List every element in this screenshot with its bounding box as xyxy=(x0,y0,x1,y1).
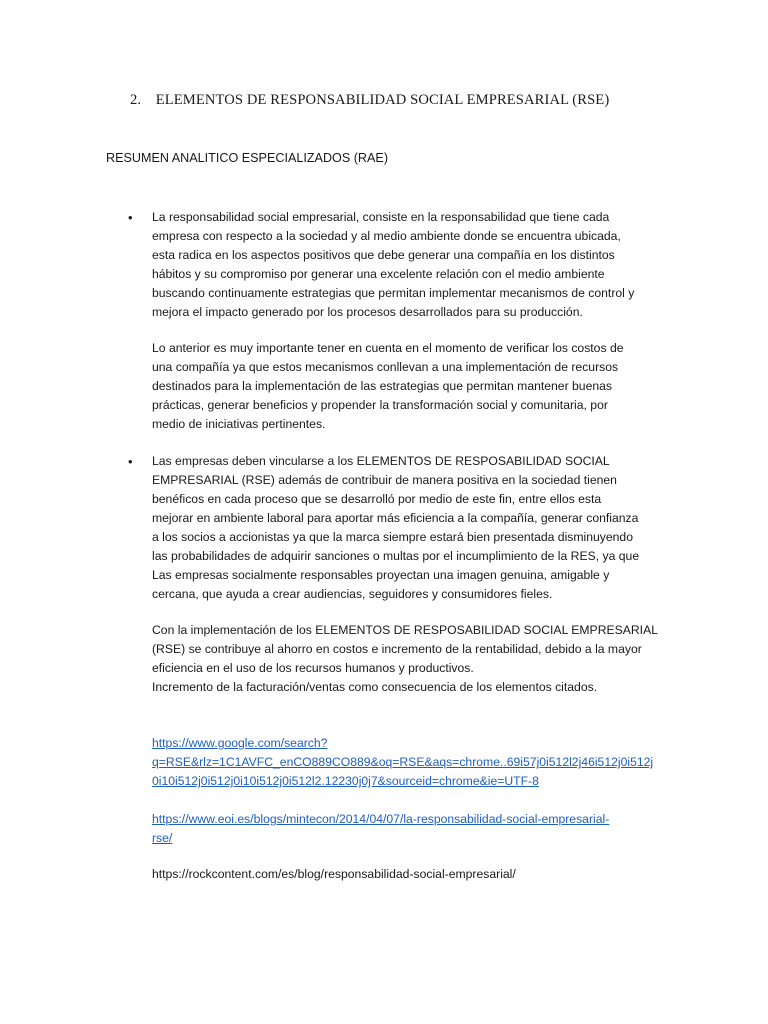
heading-text: ELEMENTOS DE RESPONSABILIDAD SOCIAL EMPRESARIAL (RSE) xyxy=(155,92,610,108)
text-line: La responsabilidad social empresarial, consiste en la responsabilidad que tiene cada xyxy=(152,210,610,224)
text-line: Las empresas deben vincularse a los ELEMENTOS DE RESPOSABILIDAD SOCIAL xyxy=(152,454,610,468)
text-line: EMPRESARIAL (RSE) además de contribuir de manera positiva en la sociedad tienen xyxy=(152,473,617,487)
subheading: RESUMEN ANALITICO ESPECIALIZADOS (RAE) xyxy=(106,151,389,165)
text-line: una compañía ya que estos mecanismos conllevan a una implementación de recursos xyxy=(152,360,619,374)
text-line: benéficos en cada proceso que se desarrolló por medio de este fin, entre ellos esta xyxy=(152,492,602,506)
link-line[interactable]: 0i10i512j0i512j0i10i512j0i512l2.12230j0j7&sourceid=chrome&ie=UTF-8 xyxy=(152,774,539,788)
text-line: mejora el impacto generado por los procesos desarrollados para su producción. xyxy=(152,305,583,319)
text-line: Lo anterior es muy importante tener en cuenta en el momento de verificar los costos de xyxy=(152,341,624,355)
reference-link-rockcontent xyxy=(152,865,664,884)
bullet-icon: • xyxy=(128,454,133,469)
text-line: a los socios a accionistas ya que la marca siempre estará bien presentada disminuyendo xyxy=(152,530,633,544)
reference-link-eoi[interactable] xyxy=(152,810,664,848)
text-line: Con la implementación de los ELEMENTOS DE RESPOSABILIDAD SOCIAL EMPRESARIAL xyxy=(152,623,658,637)
text-line: buscando continuamente estrategias que permitan implementar mecanismos de control y xyxy=(152,286,635,300)
section2-paragraph2 xyxy=(152,621,664,697)
section1-paragraph2 xyxy=(152,339,664,434)
text-line: eficiencia en el uso de los recursos humanos y productivos. xyxy=(152,661,474,675)
text-line: Las empresas socialmente responsables proyectan una imagen genuina, amigable y xyxy=(152,568,610,582)
text-line: (RSE) se contribuye al ahorro en costos e incremento de la rentabilidad, debido a la mayor xyxy=(152,642,642,656)
section1-paragraph1 xyxy=(152,208,664,322)
link-line[interactable]: https://www.google.com/search? xyxy=(152,736,328,750)
text-line: medio de iniciativas pertinentes. xyxy=(152,417,326,431)
link-line[interactable]: rse/ xyxy=(152,831,173,845)
link-line[interactable]: q=RSE&rlz=1C1AVFC_enCO889CO889&oq=RSE&aqs=chrome..69i57j0i512l2j46i512j0i512j xyxy=(152,755,654,769)
text-line: mejorar en ambiente laboral para aportar más eficiencia a la compañía, generar confianza xyxy=(152,511,639,525)
link-line[interactable]: https://www.eoi.es/blogs/mintecon/2014/04/07/la-responsabilidad-social-empresarial- xyxy=(152,812,610,826)
text-line: esta radica en los aspectos positivos que debe generar una compañía en los distintos xyxy=(152,248,615,262)
text-line: hábitos y su compromiso por generar una excelente relación con el medio ambiente xyxy=(152,267,605,281)
text-line: empresa con respecto a la sociedad y al medio ambiente donde se encuentra ubicada, xyxy=(152,229,621,243)
section2-paragraph1 xyxy=(152,452,664,604)
reference-text: https://rockcontent.com/es/blog/responsabilidad-social-empresarial/ xyxy=(152,867,516,881)
bullet-icon: • xyxy=(128,210,133,225)
text-line: prácticas, generar beneficios y propender la transformación social y comunitaria, por xyxy=(152,398,608,412)
text-line: destinados para la implementación de las estrategias que permitan mantener buenas xyxy=(152,379,613,393)
text-line: Incremento de la facturación/ventas como consecuencia de los elementos citados. xyxy=(152,680,598,694)
heading-number: 2. xyxy=(130,92,142,108)
section-heading xyxy=(130,92,730,109)
text-line: las probabilidades de adquirir sanciones o multas por el incumplimiento de la RES, ya que xyxy=(152,549,640,563)
text-line: cercana, que ayuda a crear audiencias, seguidores y consumidores fieles. xyxy=(152,587,553,601)
reference-link-google[interactable] xyxy=(152,734,664,791)
